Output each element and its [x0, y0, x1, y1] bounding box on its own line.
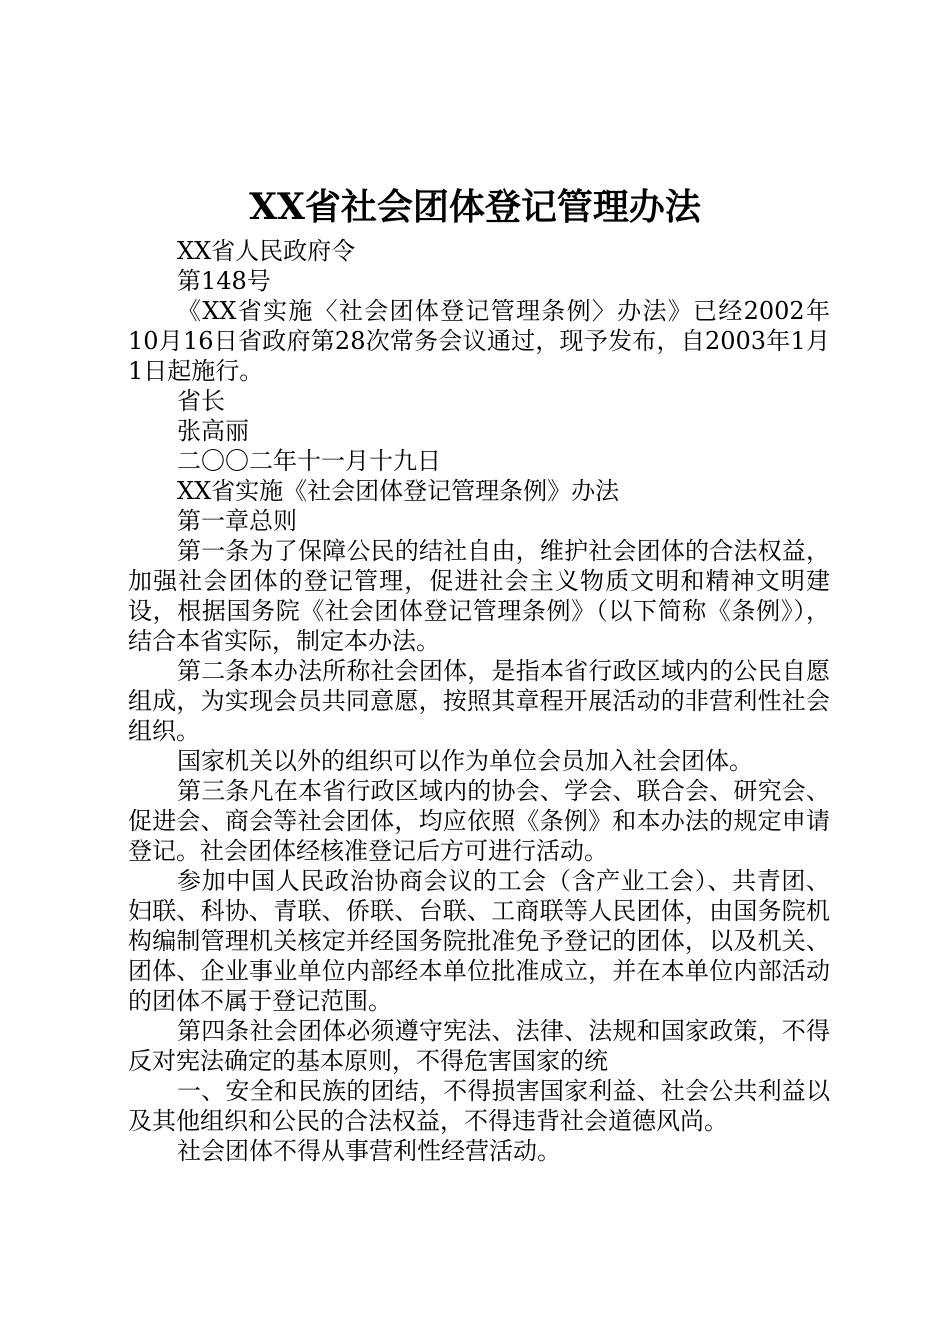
article-paragraph: 参加中国人民政治协商会议的工会（含产业工会）、共青团、妇联、科协、青联、侨联、台联、工商联等人民团体，由国务院机构编制管理机关核定并经国务院批准免予登记的团体，以及机关、团体、企业事业单位内部经本单位批准成立，并在本单位内部活动的团体不属于登记范围。	[128, 867, 830, 1015]
chapter-heading: 第一章总则	[177, 507, 297, 535]
article-paragraph: 一、安全和民族的团结，不得损害国家利益、社会公共利益以及其他组织和公民的合法权益，不得违背社会道德风尚。	[128, 1077, 830, 1135]
article-paragraph: 第三条凡在本省行政区域内的协会、学会、联合会、研究会、促进会、商会等社会团体，均应依照《条例》和本办法的规定申请登记。社会团体经核准登记后方可进行活动。	[128, 777, 830, 865]
article-paragraph: 社会团体不得从事营利性经营活动。	[177, 1137, 561, 1165]
article-paragraph: 第一条为了保障公民的结社自由，维护社会团体的合法权益，加强社会团体的登记管理，促进社会主义物质文明和精神文明建设，根据国务院《社会团体登记管理条例》（以下简称《条例》），结合本省实际，制定本办法。	[128, 537, 830, 655]
article-paragraph: 第二条本办法所称社会团体，是指本省行政区域内的公民自愿组成，为实现会员共同意愿，按照其章程开展活动的非营利性社会组织。	[128, 657, 830, 745]
decree-issuer: XX省人民政府令	[177, 237, 356, 265]
signing-date: 二〇〇二年十一月十九日	[177, 447, 441, 475]
article-paragraph: 国家机关以外的组织可以作为单位会员加入社会团体。	[177, 747, 753, 775]
decree-number: 第148号	[177, 267, 271, 295]
promulgation-paragraph: 《XX省实施〈社会团体登记管理条例〉办法》已经2002年10月16日省政府第28次常务会议通过，现予发布，自2003年1月1日起施行。	[128, 297, 830, 385]
document-title: XX省社会团体登记管理办法	[249, 186, 701, 228]
signatory-name: 张高丽	[177, 417, 249, 445]
regulation-title: XX省实施《社会团体登记管理条例》办法	[177, 477, 620, 505]
document-body	[128, 236, 830, 1166]
signatory-title: 省长	[177, 387, 225, 415]
article-paragraph: 第四条社会团体必须遵守宪法、法律、法规和国家政策，不得反对宪法确定的基本原则，不得危害国家的统	[128, 1017, 830, 1075]
